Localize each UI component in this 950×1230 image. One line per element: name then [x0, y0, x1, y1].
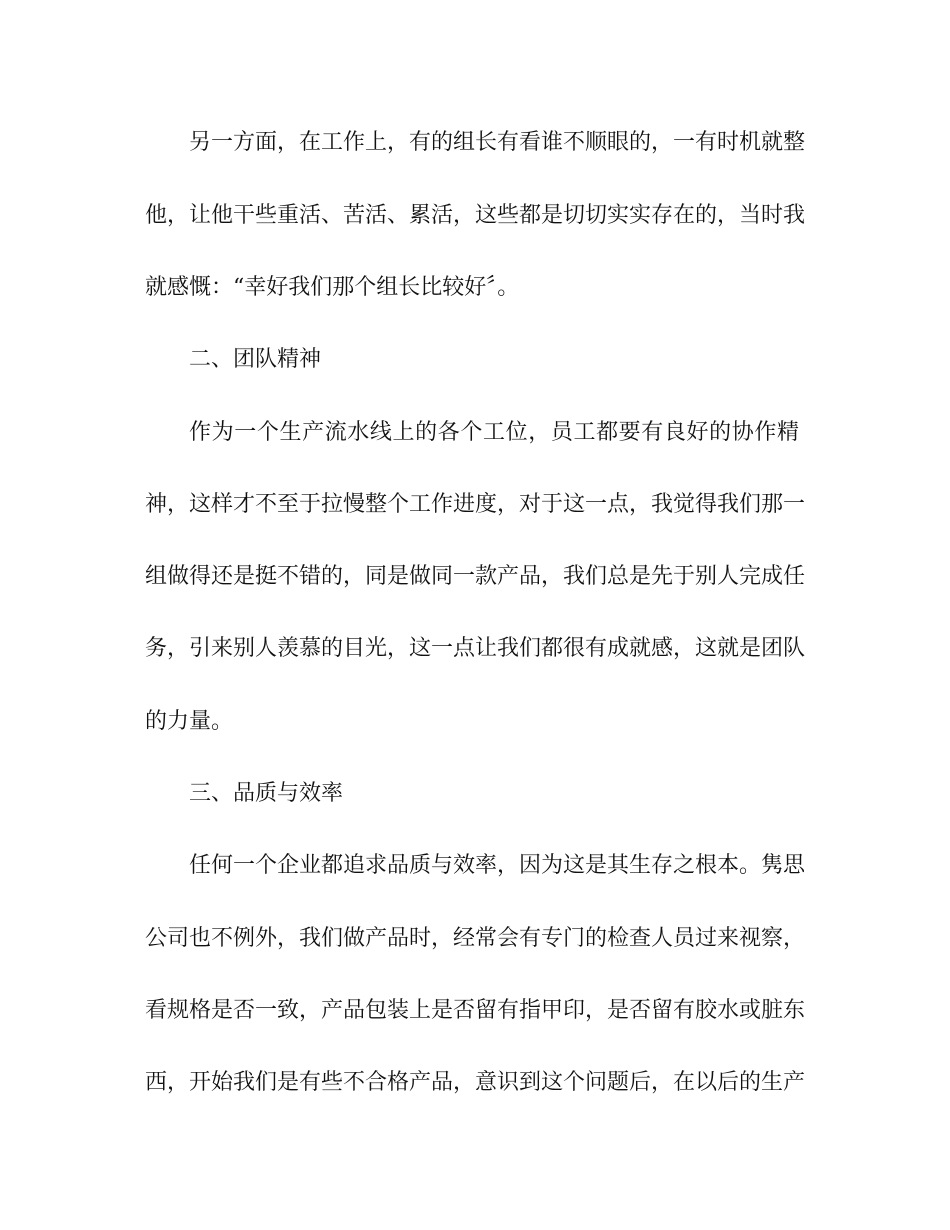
paragraph-line: 任何一个企业都追求品质与效率，因为这是其生存之根本。隽思 — [189, 853, 806, 878]
paragraph-line: 他，让他干些重活、苦活、累活，这些都是切切实实存在的，当时我 — [145, 203, 806, 228]
paragraph-line: 看规格是否一致，产品包装上是否留有指甲印，是否留有胶水或脏东 — [145, 998, 806, 1023]
section-heading: 二、团队精神 — [189, 347, 322, 372]
paragraph-line: 作为一个生产流水线上的各个工位，员工都要有良好的协作精 — [189, 420, 799, 445]
paragraph-line: 神，这样才不至于拉慢整个工作进度，对于这一点，我觉得我们那一 — [145, 492, 806, 517]
paragraph-line: 另一方面，在工作上，有的组长有看谁不顺眼的，一有时机就整 — [189, 130, 806, 155]
paragraph-line: 就感慨：“幸好我们那个组长比较好〞。 — [145, 275, 520, 300]
section-heading: 三、品质与效率 — [189, 781, 344, 806]
paragraph-line: 组做得还是挺不错的，同是做同一款产品，我们总是先于别人完成任 — [145, 564, 806, 589]
paragraph-line: 西，开始我们是有些不合格产品，意识到这个问题后，在以后的生产 — [145, 1070, 806, 1095]
paragraph-line: 务，引来别人羡慕的目光，这一点让我们都很有成就感，这就是团队 — [145, 636, 806, 661]
paragraph-line: 公司也不例外，我们做产品时，经常会有专门的检查人员过来视察， — [145, 926, 806, 951]
paragraph-line: 的力量。 — [145, 709, 234, 734]
